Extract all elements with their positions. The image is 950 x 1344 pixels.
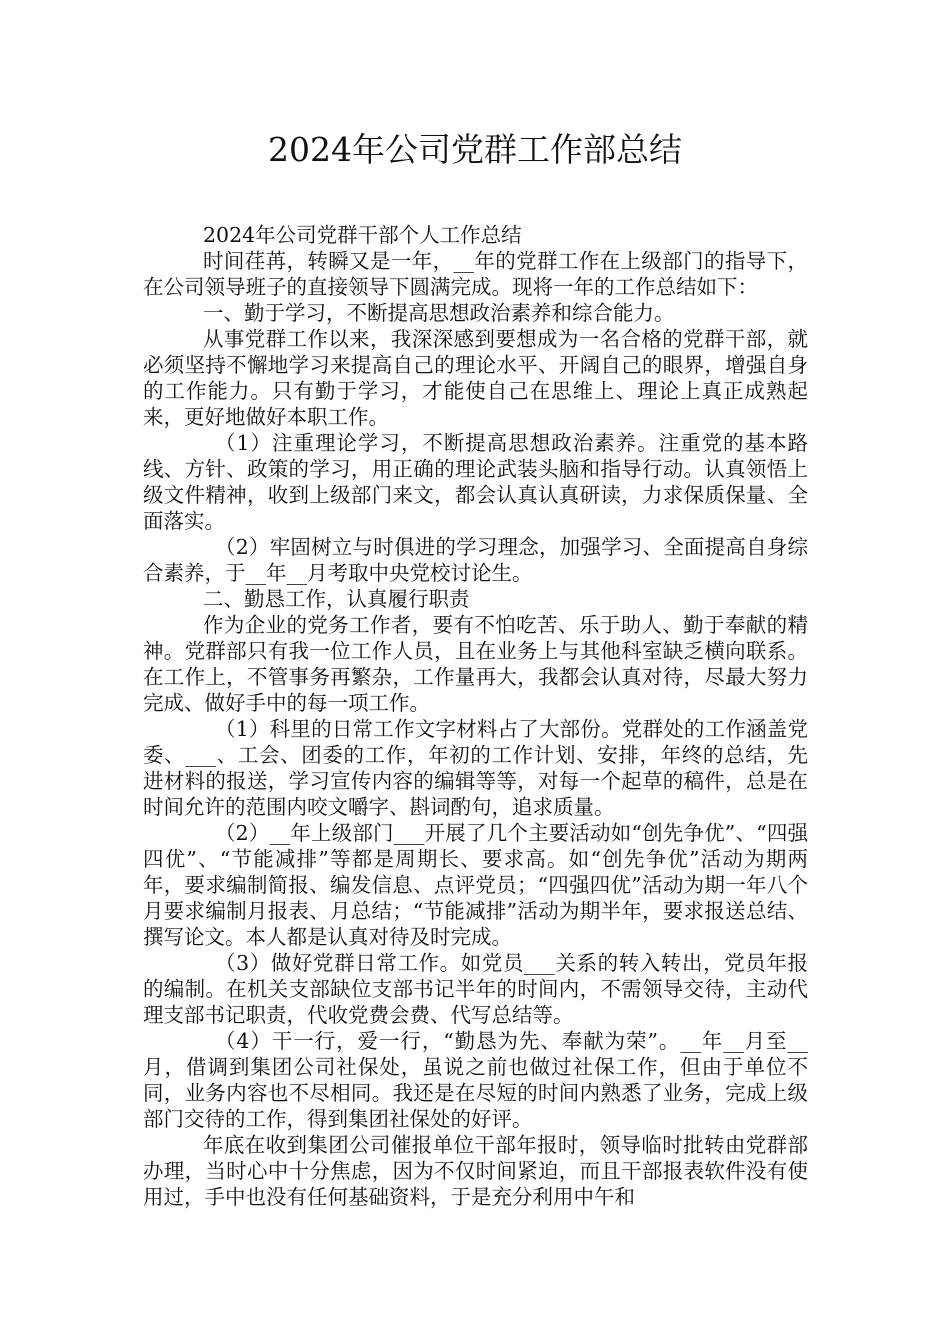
list-item-paragraph: （1）注重理论学习，不断提高思想政治素养。注重党的基本路线、方针、政策的学习，用正确的理论武装头脑和指导行动。认真领悟上级文件精神，收到上级部门来文，都会认真认真研读，力求保质保量、全面落实。 (143, 431, 808, 533)
section-heading-1: 一、勤于学习，不断提高思想政治素养和综合能力。 (203, 301, 675, 325)
intro-paragraph: 时间荏苒，转瞬又是一年，__年的党群工作在上级部门的指导下，在公司领导班子的直接领导下圆满完成。现将一年的工作总结如下： (143, 249, 808, 299)
document-title: 2024年公司党群工作部总结 (268, 130, 682, 169)
subtitle-paragraph: 2024年公司党群干部个人工作总结 (203, 223, 522, 247)
section-heading-2: 二、勤恳工作，认真履行职责 (203, 587, 470, 611)
list-item-paragraph: （4）干一行，爱一行，“勤恳为先、奉献为荣”。__年__月至__月，借调到集团公司社保处，虽说之前也做过社保工作，但由于单位不同，业务内容也不尽相同。我还是在尽短的时间内熟悉了业务，完成上级部门交待的工作，得到集团社保处的好评。 (143, 1029, 808, 1131)
list-item-paragraph: （2）牢固树立与时俱进的学习理念，加强学习、全面提高自身综合素养，于__年__月考取中央党校讨论生。 (143, 535, 808, 585)
list-item-paragraph: （3）做好党群日常工作。如党员___关系的转入转出，党员年报的编制。在机关支部缺位支部书记半年的时间内，不需领导交待，主动代理支部书记职责，代收党费会费、代写总结等。 (143, 951, 808, 1027)
body-paragraph: 从事党群工作以来，我深深感到要想成为一名合格的党群干部，就必须坚持不懈地学习来提高自己的理论水平、开阔自己的眼界，增强自身的工作能力。只有勤于学习，才能使自己在思维上、理论上真正成熟起来，更好地做好本职工作。 (143, 327, 808, 429)
body-paragraph: 年底在收到集团公司催报单位干部年报时，领导临时批转由党群部办理，当时心中十分焦虑，因为不仅时间紧迫，而且干部报表软件没有使用过，手中也没有任何基础资料，于是充分利用中午和 (143, 1133, 808, 1209)
list-item-paragraph: （1）科里的日常工作文字材料占了大部份。党群处的工作涵盖党委、___、工会、团委的工作，年初的工作计划、安排，年终的总结，先进材料的报送，学习宣传内容的编辑等等，对每一个起草的稿件，总是在时间允许的范围内咬文嚼字、斟词酌句，追求质量。 (143, 717, 808, 819)
document-body (143, 222, 808, 1210)
body-paragraph: 作为企业的党务工作者，要有不怕吃苦、乐于助人、勤于奉献的精神。党群部只有我一位工作人员，且在业务上与其他科室缺乏横向联系。在工作上，不管事务再繁杂，工作量再大，我都会认真对待，尽最大努力完成、做好手中的每一项工作。 (143, 613, 808, 715)
list-item-paragraph: （2）__年上级部门___开展了几个主要活动如“创先争优”、“四强四优”、“节能减排”等都是周期长、要求高。如“创先争优”活动为期两年，要求编制简报、编发信息、点评党员；“四强四优”活动为期一年八个月要求编制月报表、月总结；“节能减排”活动为期半年，要求报送总结、撰写论文。本人都是认真对待及时完成。 (143, 821, 808, 949)
